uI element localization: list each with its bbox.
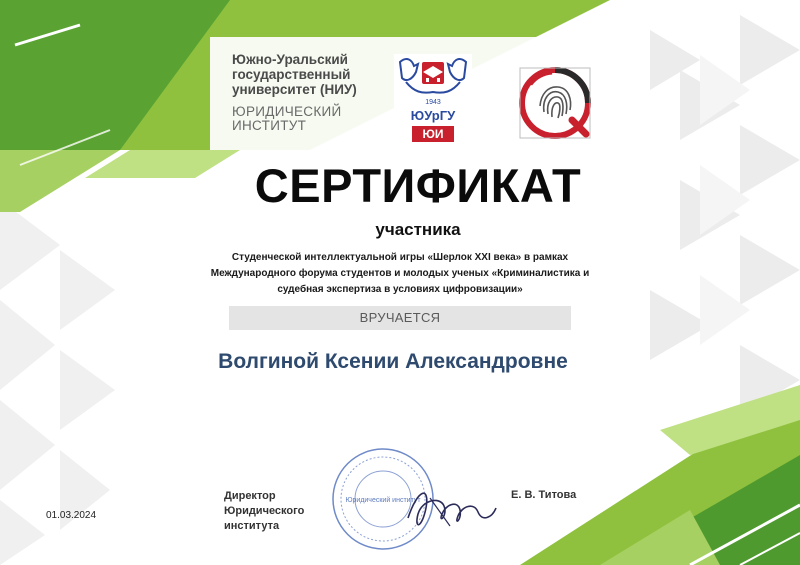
institute-line: ИНСТИТУТ [232, 118, 307, 133]
issue-date: 01.03.2024 [46, 510, 97, 521]
signer-name: Е. В. Титова [511, 489, 577, 501]
certificate-description [190, 250, 610, 298]
award-label: ВРУЧАЕТСЯ [359, 310, 441, 325]
director-line: института [224, 520, 280, 532]
university-line: государственный [232, 67, 351, 82]
certificate-subtitle: участника [375, 220, 461, 239]
institute-line: ЮРИДИЧЕСКИЙ [232, 104, 342, 119]
signature-icon [400, 478, 510, 538]
crest-name: ЮУрГУ [410, 108, 456, 123]
fingerprint-magnifier-icon [514, 62, 596, 144]
crest-year: 1943 [425, 99, 441, 106]
description-line: судебная экспертиза в условиях цифровизации» [277, 284, 523, 295]
crest-badge: ЮИ [422, 127, 444, 141]
certificate-title: СЕРТИФИКАТ [254, 159, 582, 212]
university-crest-icon [392, 52, 474, 150]
award-label-bar [229, 306, 571, 330]
description-line: Международного форума студентов и молодых ученых «Криминалистика и [210, 268, 590, 279]
university-name [232, 52, 357, 97]
director-title [224, 489, 304, 534]
director-line: Юридического [224, 505, 305, 517]
director-line: Директор [224, 490, 276, 502]
university-line: Южно-Уральский [232, 52, 348, 67]
university-line: университет (НИУ) [232, 82, 357, 97]
stamp-text: Юридический институт [345, 497, 421, 504]
description-line: Студенческой интеллектуальной игры «Шерлок XXI века» в рамках [231, 252, 569, 263]
recipient-name: Волгиной Ксении Александровне [218, 350, 568, 373]
institute-name [232, 105, 342, 133]
